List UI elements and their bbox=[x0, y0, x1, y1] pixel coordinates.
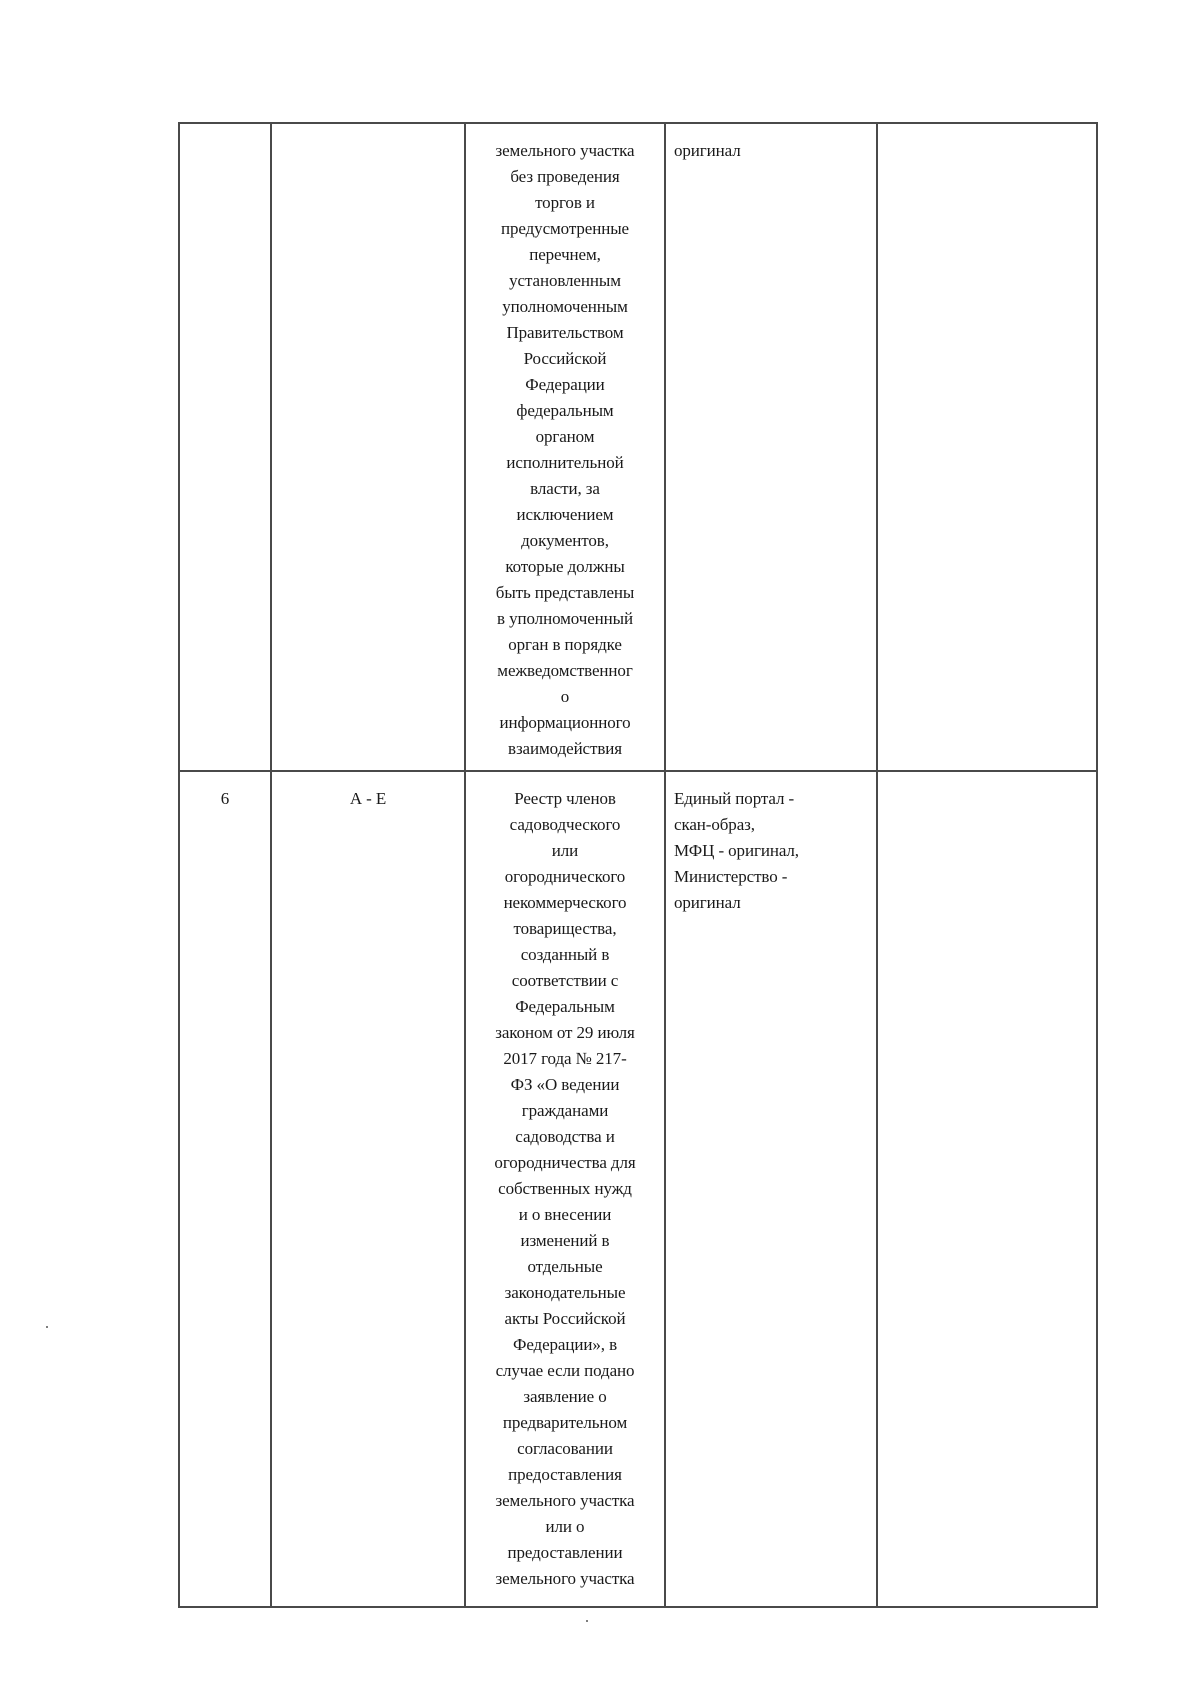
table-row bbox=[179, 771, 1097, 1607]
document-form: оригинал bbox=[674, 141, 741, 160]
document-description: земельного участка без проведения торгов и предусмотренные перечнем, установленным уполномоченным Правительством Российской Федерации федеральным органом исполнительной власти, за исключением документов, которые должны быть представлены в уполномоченный орган в порядке межведомственног о информационного взаимодействия bbox=[495, 141, 635, 758]
cell-code: А - Е bbox=[271, 771, 465, 1607]
cell-note bbox=[877, 771, 1097, 1607]
cell-document bbox=[465, 123, 665, 771]
cell-code bbox=[271, 123, 465, 771]
scan-speck bbox=[46, 1326, 48, 1328]
documents-table bbox=[178, 122, 1098, 1608]
cell-form bbox=[665, 771, 877, 1607]
cell-number: 6 bbox=[179, 771, 271, 1607]
document-form: Единый портал - скан-образ, МФЦ - оригинал, Министерство - оригинал bbox=[674, 789, 799, 912]
cell-note bbox=[877, 123, 1097, 771]
cell-document bbox=[465, 771, 665, 1607]
table-row bbox=[179, 123, 1097, 771]
cell-form bbox=[665, 123, 877, 771]
document-description: Реестр членов садоводческого или огороднического некоммерческого товарищества, созданный в соответствии с Федеральным законом от 29 июля 2017 года № 217- ФЗ «О ведении гражданами садоводства и огородничества для собственных нужд и о внесении изменений в отдельные законодательные акты Российской Федерации», в случае если подано заявление о предварительном согласовании предоставления земельного участка или о предоставлении земельного участка bbox=[494, 789, 636, 1588]
cell-number bbox=[179, 123, 271, 771]
scan-speck bbox=[586, 1620, 588, 1622]
